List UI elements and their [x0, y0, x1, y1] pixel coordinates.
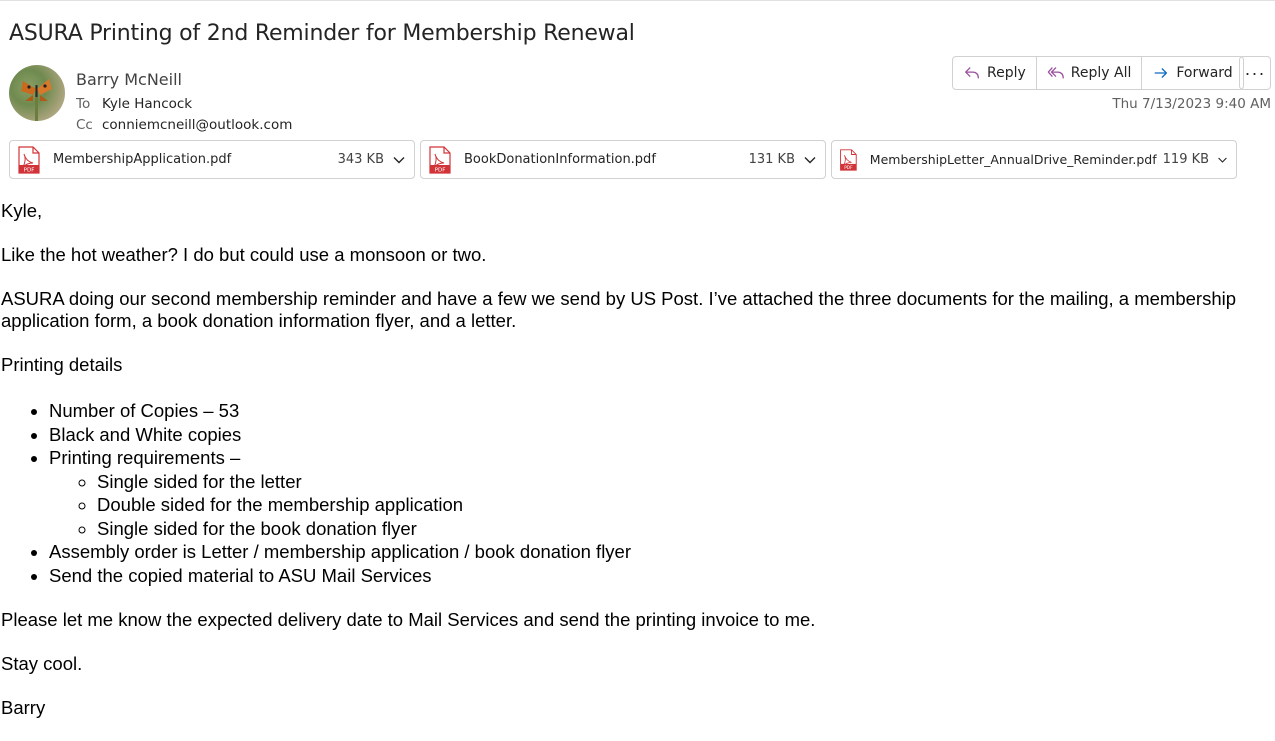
list-item: • Black and White copies [49, 424, 1271, 446]
sublist-item: ◦ Single sided for the book donation flyer [97, 518, 1271, 540]
to-recipient[interactable]: Kyle Hancock [102, 96, 193, 112]
reply-icon [963, 64, 981, 82]
body-paragraph: Please let me know the expected delivery date to Mail Services and send the printing invoice to me. [1, 608, 816, 630]
reply-all-icon [1047, 64, 1065, 82]
to-row [76, 96, 192, 112]
svg-text:PDF: PDF [434, 167, 446, 173]
cc-recipient[interactable]: conniemcneill@outlook.com [102, 117, 293, 133]
attachment-size: 119 KB [1162, 152, 1210, 167]
forward-button[interactable] [1142, 57, 1242, 89]
attachment-name: MembershipApplication.pdf [53, 152, 232, 167]
message-actions [952, 56, 1244, 90]
forward-icon [1152, 64, 1170, 82]
sublist-item: ◦ Double sided for the membership application [97, 494, 1271, 516]
svg-text:PDF: PDF [844, 165, 853, 171]
reply-all-button[interactable] [1037, 57, 1143, 89]
list-item-text: Printing requirements – [49, 447, 241, 468]
sent-date: Thu 7/13/2023 9:40 AM [1112, 96, 1271, 112]
attachment-card[interactable] [831, 140, 1237, 179]
email-subject: ASURA Printing of 2nd Reminder for Membership Renewal [9, 21, 635, 46]
pdf-icon [839, 146, 858, 174]
chevron-down-icon[interactable] [1217, 153, 1228, 167]
greeting: Kyle, [1, 200, 43, 221]
pdf-icon [428, 146, 452, 174]
body-paragraph: Stay cool. [1, 652, 83, 674]
to-label: To [76, 96, 91, 112]
printing-requirements-sublist [49, 471, 1271, 540]
attachment-size: 343 KB [337, 152, 384, 167]
list-item [49, 447, 1271, 540]
signature: Barry [1, 696, 46, 718]
pdf-icon [17, 146, 41, 174]
printing-details-list [1, 400, 1271, 587]
cc-row [76, 117, 292, 133]
sender-name[interactable]: Barry McNeill [76, 70, 182, 89]
attachment-name: MembershipLetter_AnnualDrive_Reminder.pdf [869, 152, 1157, 167]
cc-label: Cc [76, 117, 93, 133]
list-item: • Number of Copies – 53 [49, 400, 1271, 422]
attachment-name: BookDonationInformation.pdf [464, 152, 656, 167]
body-paragraph: ASURA doing our second membership reminder and have a few we send by US Post. I’ve attached the three documents for the mailing, a membership application form, a book donation information flyer, and a letter. [1, 288, 1237, 331]
attachment-size: 131 KB [748, 152, 795, 167]
body-paragraph: Printing details [1, 354, 123, 375]
body-paragraph: Like the hot weather? I do but could use a monsoon or two. [1, 244, 487, 265]
svg-text:PDF: PDF [23, 167, 35, 173]
reply-button[interactable] [953, 57, 1037, 89]
chevron-down-icon[interactable] [392, 153, 406, 167]
attachment-card[interactable] [9, 140, 415, 179]
list-item: • Assembly order is Letter / membership application / book donation flyer [49, 541, 1271, 563]
butterfly-photo-icon [9, 65, 65, 121]
sublist-item: ◦ Single sided for the letter [97, 471, 1271, 493]
chevron-down-icon[interactable] [803, 153, 817, 167]
forward-label: Forward [1176, 65, 1233, 81]
attachment-card[interactable] [420, 140, 826, 179]
message-body [1, 200, 1271, 741]
more-icon: ··· [1244, 62, 1266, 83]
sender-avatar[interactable] [9, 65, 65, 121]
more-actions-button[interactable] [1239, 56, 1271, 90]
reply-all-label: Reply All [1070, 65, 1132, 81]
reply-label: Reply [987, 65, 1026, 81]
list-item: • Send the copied material to ASU Mail Services [49, 565, 1271, 587]
